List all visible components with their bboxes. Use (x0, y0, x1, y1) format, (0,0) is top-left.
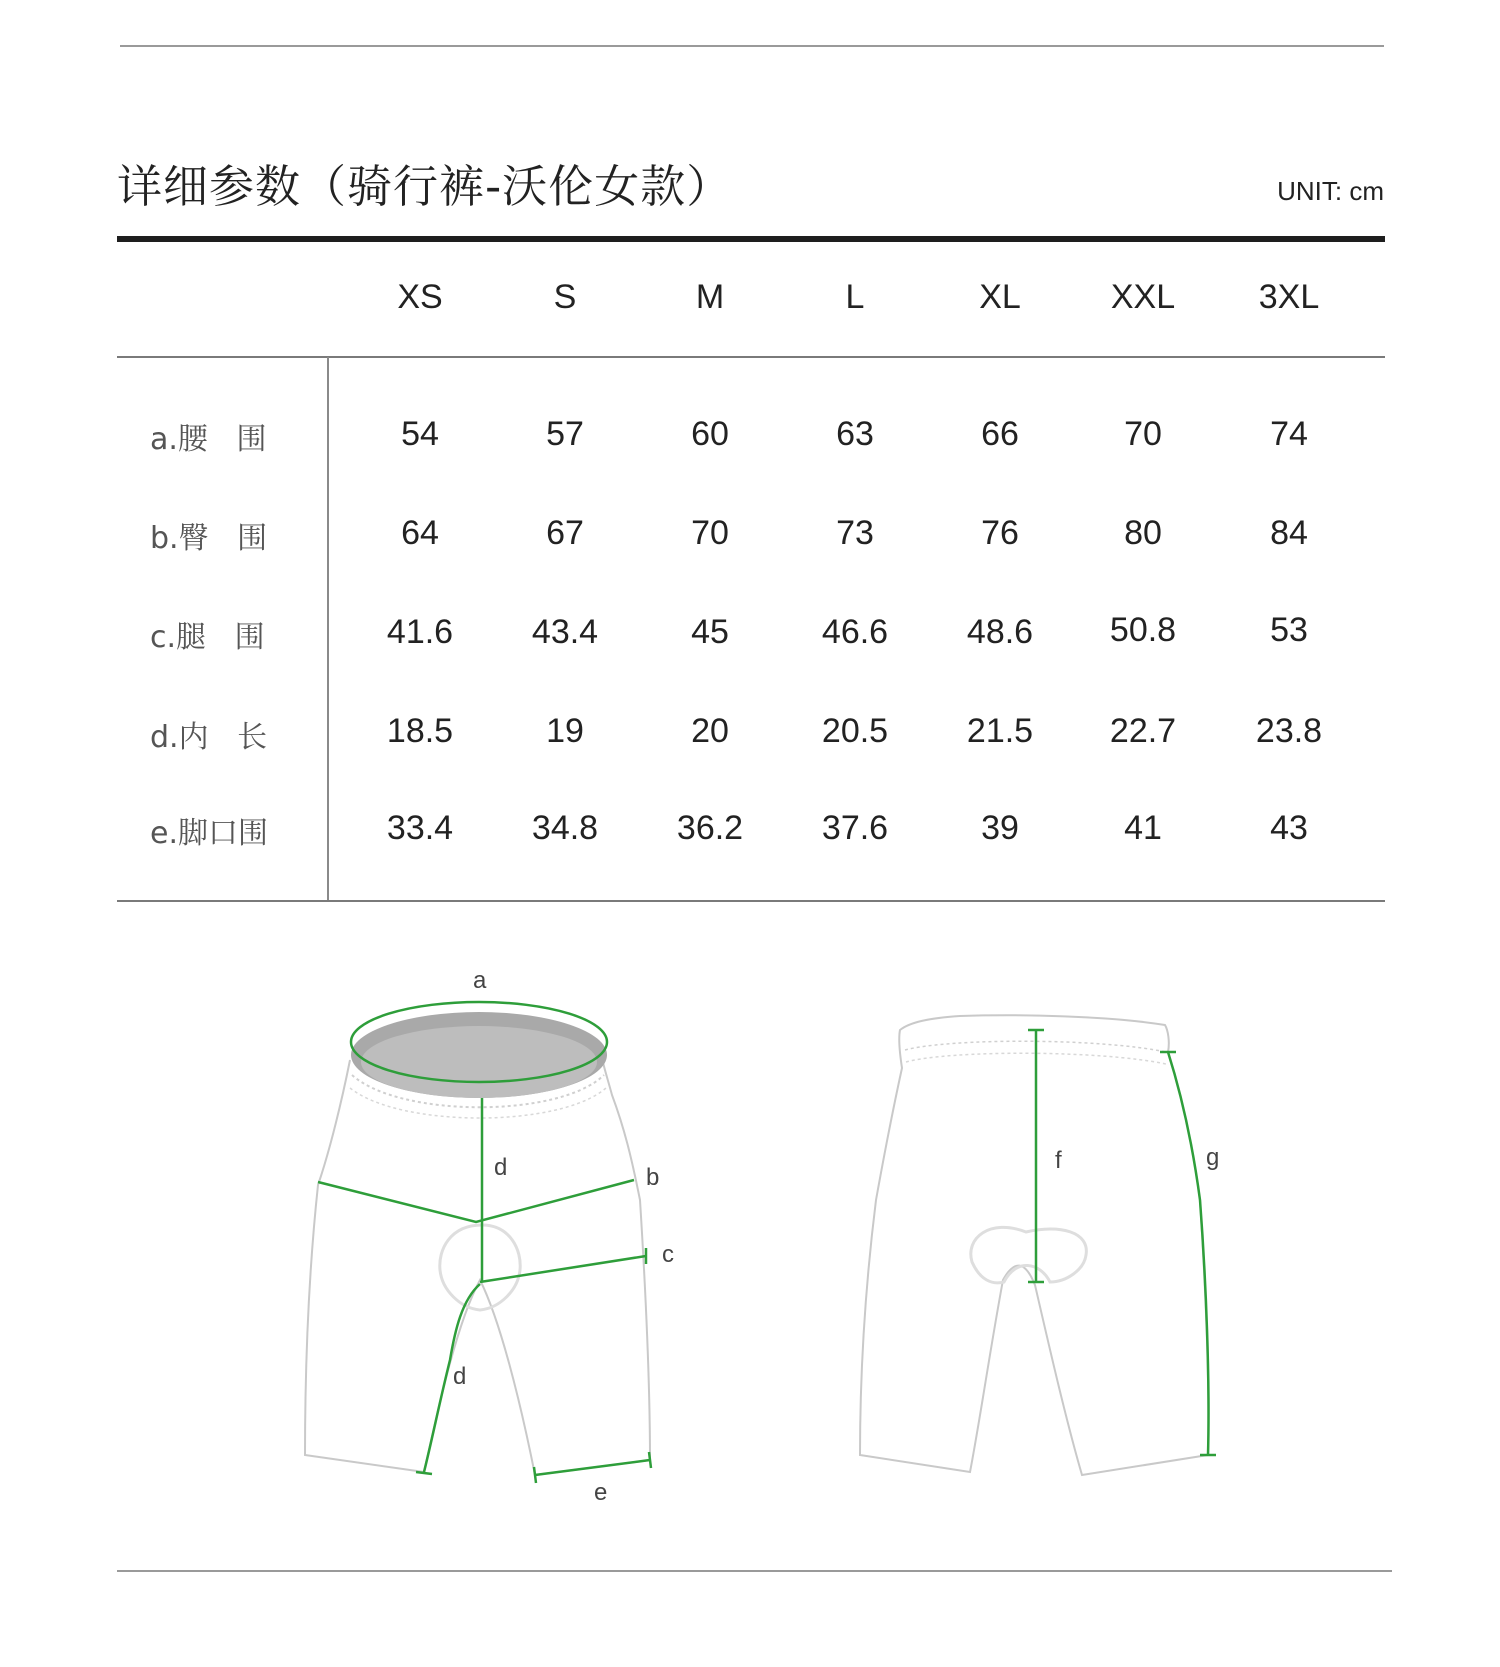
back-shorts-diagram (860, 1015, 1219, 1475)
table-cell: 34.8 (531, 809, 599, 847)
chamois-pad-outline (440, 1225, 520, 1310)
table-cell: 74 (1270, 415, 1308, 453)
page-title: 详细参数（骑行裤-沃伦女款） (117, 160, 733, 213)
size-header-3xl: 3XL (1258, 278, 1320, 316)
label-f: f (1055, 1147, 1062, 1174)
table-cell: 53 (1270, 611, 1308, 649)
unit-label: UNIT: cm (1277, 176, 1384, 206)
table-cell: 57 (546, 415, 584, 453)
size-header-s: S (553, 278, 577, 316)
table-cell: 22.7 (1109, 712, 1177, 750)
bottom-divider (117, 1570, 1392, 1572)
row-label-thigh: c.腿 围 (150, 620, 265, 655)
row-label-hip: b.臀 围 (150, 521, 268, 556)
table-cell: 54 (401, 415, 439, 453)
inseam-measure-d-bottom (424, 1284, 480, 1472)
row-label-waist: a.腰 围 (150, 422, 267, 457)
table-cell: 18.5 (386, 712, 454, 750)
table-cell: 70 (691, 514, 729, 552)
leg-opening-measure-e-tick (534, 1467, 536, 1483)
table-cell: 23.8 (1255, 712, 1323, 750)
label-a: a (473, 967, 487, 994)
table-cell: 37.6 (821, 809, 889, 847)
hip-measure-b (318, 1180, 634, 1222)
table-cell: 73 (836, 514, 874, 552)
label-d-top: d (494, 1154, 508, 1181)
label-d-bottom: d (453, 1363, 467, 1390)
table-cell: 67 (546, 514, 584, 552)
table-cell: 66 (981, 415, 1019, 453)
table-cell: 21.5 (966, 712, 1034, 750)
table-cell: 48.6 (966, 613, 1034, 651)
back-shorts-outline (860, 1015, 1208, 1475)
table-cell: 20 (691, 712, 729, 750)
table-cell: 84 (1270, 514, 1308, 552)
label-b: b (646, 1164, 660, 1191)
leg-opening-measure-e (535, 1460, 650, 1475)
table-cell: 43 (1270, 809, 1308, 847)
table-cell: 36.2 (676, 809, 744, 847)
back-chamois-pad-outline (971, 1227, 1087, 1282)
table-cell: 70 (1124, 415, 1162, 453)
table-cell: 41 (1124, 809, 1162, 847)
front-shorts-diagram (305, 967, 674, 1506)
table-cell: 50.8 (1109, 611, 1177, 649)
size-header-m: M (695, 278, 725, 316)
size-header-xxl: XXL (1110, 278, 1176, 316)
table-cell: 43.4 (531, 613, 599, 651)
front-shorts-outline (305, 1058, 650, 1475)
size-header-xl: XL (979, 278, 1021, 316)
table-cell: 33.4 (386, 809, 454, 847)
table-cell: 80 (1124, 514, 1162, 552)
side-length-measure-g (1168, 1052, 1209, 1455)
table-cell: 64 (401, 514, 439, 552)
table-cell: 19 (546, 712, 584, 750)
size-header-xs: XS (397, 278, 443, 316)
table-cell: 46.6 (821, 613, 889, 651)
table-cell: 63 (836, 415, 874, 453)
inseam-measure-d-tick (416, 1472, 432, 1474)
label-c: c (662, 1241, 674, 1268)
row-label-leg-opening: e.脚口围 (150, 816, 268, 851)
size-header-l: L (845, 278, 865, 316)
row-label-inseam: d.内 长 (150, 720, 268, 755)
table-cell: 76 (981, 514, 1019, 552)
label-g: g (1206, 1144, 1220, 1171)
table-cell: 45 (691, 613, 729, 651)
table-cell: 39 (981, 809, 1019, 847)
waist-inner (361, 1026, 597, 1098)
thigh-measure-c (480, 1256, 646, 1282)
label-e: e (594, 1479, 608, 1506)
table-cell: 60 (691, 415, 729, 453)
table-cell: 20.5 (821, 712, 889, 750)
table-cell: 41.6 (386, 613, 454, 651)
